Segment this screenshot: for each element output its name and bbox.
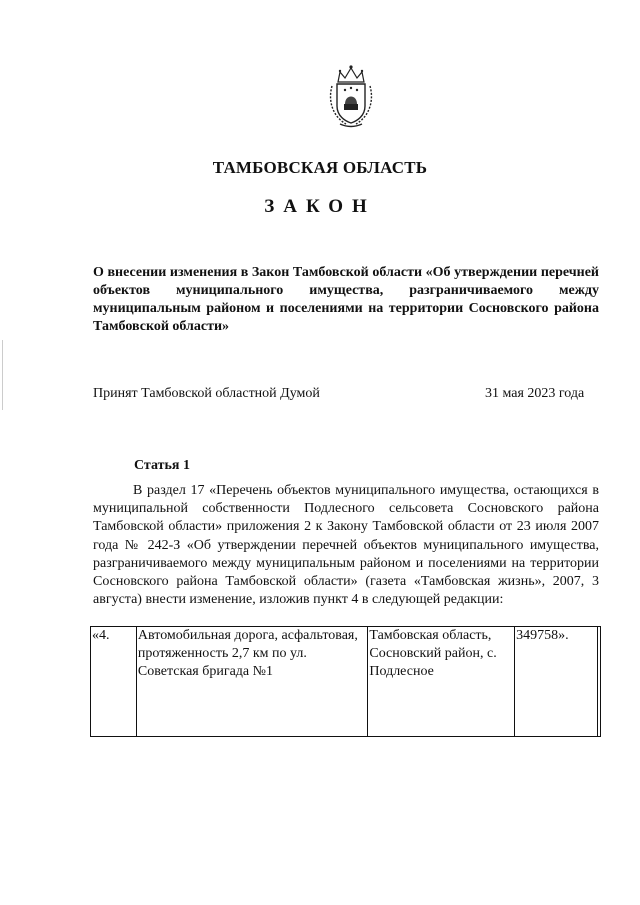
document-type-heading: ЗАКОН [264, 196, 376, 217]
law-title: О внесении изменения в Закон Тамбовской области «Об утверждении перечней объектов муниципального имущества, разграничиваемого между муниципальным районом и поселениями на территории Сосновского района Тамбовской области» [93, 265, 599, 334]
item-location-cell: Тамбовская область, Сосновский район, с. Подлесное [368, 627, 515, 737]
table-row [91, 627, 601, 737]
property-table [90, 626, 601, 737]
tambov-region-coat-of-arms-icon [326, 60, 376, 130]
item-name-cell: Автомобильная дорога, асфальтовая, протяженность 2,7 км по ул. Советская бригада №1 [136, 627, 367, 737]
article-heading: Статья 1 [134, 458, 190, 473]
item-number-cell: «4. [91, 627, 137, 737]
adopted-date: 31 мая 2023 года [485, 386, 585, 401]
region-heading: ТАМБОВСКАЯ ОБЛАСТЬ [212, 158, 428, 177]
scan-edge-mark [2, 340, 3, 410]
adopted-by: Принят Тамбовской областной Думой [93, 386, 320, 401]
item-id-cell: 349758». [515, 627, 598, 737]
item-extra-cell [598, 627, 601, 737]
article-text: В раздел 17 «Перечень объектов муниципального имущества, остающихся в муниципальной собственности Подлесного сельсовета Сосновского района Тамбовской области» приложения 2 к Закону Тамбовской области от 23 июля 2007 года № 242-З «Об утверждении перечней объектов муниципального имущества, разграничиваемого между муниципальным районом и поселениями на территории Сосновского района Тамбовской области» (газета «Тамбовская жизнь», 2007, 3 августа) внести изменение, изложив пункт 4 в следующей редакции: [93, 483, 599, 608]
